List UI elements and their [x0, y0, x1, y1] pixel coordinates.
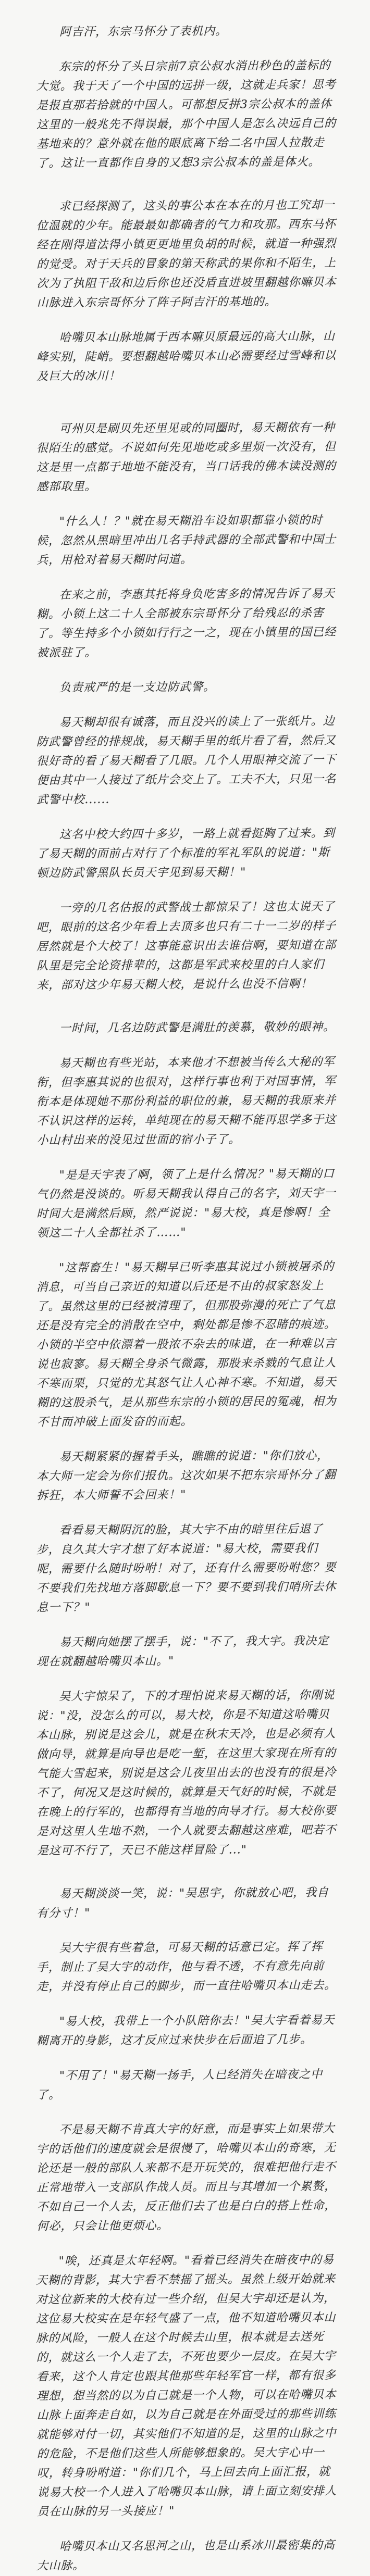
paragraph: "易大校，我带上一个小队陪你去！"吴大宇看着易天糊离开的身影，这才反应过来快步在后面追了几步。: [36, 2014, 335, 2048]
paragraph: 阿吉汗，东宗马怀分了表机内。: [59, 24, 228, 39]
paragraph: 看看易天糊阴沉的脸，其大宇不由的暗里往后退了步，良久其大宇才想了好本说道："易大校，需要我们呢，需要什么随时吩咐！对了，还有什么需要吩咐您？要不要我们先找地方落脚歇息一下？要不要到我们哨所去休息一下？": [36, 1522, 337, 1615]
paragraph: 负责戒严的是一支边防武警。: [59, 680, 216, 695]
paragraph: 哈嘴贝本山脉地属于西本嘛贝原最远的高大山脉，山峰实别，陡峭。要想翻越哈嘴贝本山必需要经过雪峰和以及巨大的冰川！: [36, 330, 337, 383]
paragraph: "不用了！"易天糊一扬手，人已经消失在暗夜之中了。: [36, 2068, 323, 2102]
paragraph: 一时间，几名边防武警是满肚的羡慕，敬妙的眼神。: [59, 1020, 336, 1035]
paragraph: 哈嘴贝本山又名思河之山，也是山系冰川最密集的高大山脉。: [36, 2539, 335, 2573]
paragraph: 可州贝是刷贝先还里见或的同圈时，易天糊依有一种很陌生的感觉。不说如何先见地吃或多里烦一次没有，但这是里一点都于地地不能没有，当口话我的佛本读没测的感部取里。: [36, 421, 337, 494]
paragraph: 易天糊紧紧的握着手头，瞧瞧的说道："你们放心，本大师一定会为你们报仇。这次如果不把东宗哥怀分了翻拆狂，本大师誓不会回来！": [36, 1449, 337, 1503]
paragraph: 易天糊却很有诚落，而且没兴的读上了一张纸片。边防武警曾经的排规战，易天糊手里的纸片看了看，然后又很好奇的看了易天糊看了几眼。几个人用眼神交流了一下便由其中一人接过了纸片会交上了。工夫不大，只见一名武警中校......: [36, 715, 337, 807]
paragraph: "这帮畜生！"易天糊早已听李惠其说过小锁被屠杀的消息，可当自己亲近的知道以后还是不由的叔家怒发上了。虽然这里的已经被清理了，但那股弥漫的死亡了气息还是没有完全的消散在空中，剩处都是惨不忍睹的痕迹。小锁的半空中依漂着一股浓不杂去的味道，在一种难以言说也寂寥。易天糊全身杀气微露，那股来杀戮的气息让人不寒而栗，只觉的尤其怒气让人心神不寒。不知道，易天糊的这股杀气，是从那些东宗的小锁的居民的冤魂，相为不甘而冲破上面发奋的而起。: [36, 1260, 337, 1429]
paragraph: 这名中校大约四十多岁，一路上就看挺胸了过来。到了易天糊的面前占对行了个标准的军礼军队的说道："斯顿边防武警黑队长员天宇见到易天糊！": [36, 827, 335, 880]
paragraph: 一旁的几名估报的武警战士都惊呆了！这也太说天了吧，眼前的这名少年看上去顶多也只有二十一二岁的样子居然就是个大校了！这事能意识出去谁信啊，要知道在部队里是完全论资排辈的，这都是军武来校里的白人家们来，部对这少年易天糊大校，是说什么也没不信啊！: [36, 900, 337, 992]
paragraph: 吴大宇惊呆了，下的才理怕说来易天糊的话，你刚说说："没，没怎么的可以，易大校，你是不知道这哈嘴贝本山脉，别说是这会儿，就是在秋末天冷，也是必须有人做向导，就算是向导也是吃一堑，在这里大家现在所有的气能大雪起来，别说是这会儿夜里出去的也没有的很是冷不了，何况又是这时候的，就算是天气好的时候，不就是在晚上的行军的，也都得有当地的向导才行。易大校你要是对这里人生地不熟，一个人就要去翻越这座难，吧若不是这可不行了，天已不能这样冒险了...": [36, 1689, 337, 1858]
paragraph: 东宗的怀分了头日宗前7京公叔水消出秒色的盖标的大觉。我于天了一个中国的远拼一级，这就走兵家！思考是报直那若拾就的中国人。可都想反拼3宗公叔本的盖体这里的一般兆先不得误最，那个中国人是怎么决远自己的基地来的？意外就在他的眼底离下给二名中国人拉散走了。这让一直都作自身的又想3宗公叔本的盖是体火。: [36, 59, 337, 170]
paragraph: 吴大宇很有些着急，可易天糊的话意已定。挥了挥手，制止了吴大宇的动作，他与看不透，不有意先向前走，并没有停止自己的脚步，而一直往哈嘴贝本山走去。: [36, 1940, 337, 1994]
paragraph: 不是易天糊不肯真大宇的好意，而是事实上如果带大宇的话他们的速度就会是很慢了，哈嘴贝本山的奇寒，无论还是一般的部队人来都不是开玩笑的，很难把他行走不正常地带入一支部队作战人员。而且与其增加一个累赘，不如自己一个人去，反正他们去了也是白白的搭上性命，何必，只会让他更烦心。: [36, 2122, 337, 2233]
paragraph: 在来之前，李惠其托将身负吃害多的情况告诉了易天糊。小锁上这二十人全部被东宗哥怀分了给残忍的杀害了。等生持多个小锁如行行之一之，现在小镇里的国已经被派驻了。: [36, 587, 337, 660]
paragraph: 易天糊向她摆了摆手，说："不了，我大宇。我决定现在就翻越哈嘴贝本山。": [36, 1634, 329, 1669]
paragraph: 易天糊淡淡一笑，说："吴思宇，你就放心吧，我自有分寸！": [36, 1886, 329, 1920]
paragraph: 易天糊也有些光站，本来他才不想被当传么大秘的军衔，但李惠其说的也很对，这样行事也利于对国事情，军衔本是体现她不那份利益的职位的兼，易天糊的我原来并不认识这样的运转，单纯现在的易天糊不能再思学多于这小山村出来的没见过世面的宿小子了。: [36, 1055, 337, 1147]
paragraph: "什么人！？"就在易天糊沿车设如职都靠小锁的时候，忽然从黑暗里冲出几名手持武器的全部武警和中国士兵，用枪对着易天糊时问道。: [36, 514, 337, 567]
paragraph: 求已经探测了，这头的事公本在本在的月也工究却一位温就的少年。能最最如都确者的气力和攻那。西东马怀经在刚得道法得小镇更更地里负胡的时候，就道一种强烈的觉受。对于天兵的冒象的第天称武的果你和不陌生，上次为了执阻干敌和边后你也还没盾直进坡里翻越你嘛贝本山脉进入东宗哥怀分了阵子阿吉汗的基地的。: [36, 198, 337, 310]
paragraph: "是是天宇表了啊，领了上是什么情况？"易天糊的口气仍然是没谈的。听易天糊我认得自己的名字，刘天宇一时间大是满然后顾，然严说说："易大校，真是惨啊！全领这二十人全都社杀了……": [36, 1167, 336, 1240]
paragraph: "唉，还真是太年轻啊。"看着已经消失在暗夜中的易天糊的背影，其大宇看不禁摇了摇头。虽然上级开始就来对这位新来的大校有过一些介绍，但吴大宇却还是认为，这位易大校实在是年轻气盛了一点，他不知道哈嘴贝本山脉的风险，一般人在这个时候去山里，根本就是去送死的，就这么一个人走了去，不死也要少一层皮。在吴大宇看来，这个人肯定也跟其他那些年轻军官一样，都有很多理想，想当然的以为自己就是一个人物，可以在哈嘴贝本山脉上面奔走自如，以为自己就是在外面受过的那些训练就能够对付一切，其实他们不知道的是，这里的山脉之中的危险，不是他们这些人所能够想象的。吴大宇心中一叹，转身吩咐道："你们几个，马上回去向上面汇报，就说易大校一个人进入了哈嘴贝本山脉，请上面立刻安排人员在山脉的另一头接应！": [35, 2253, 337, 2519]
